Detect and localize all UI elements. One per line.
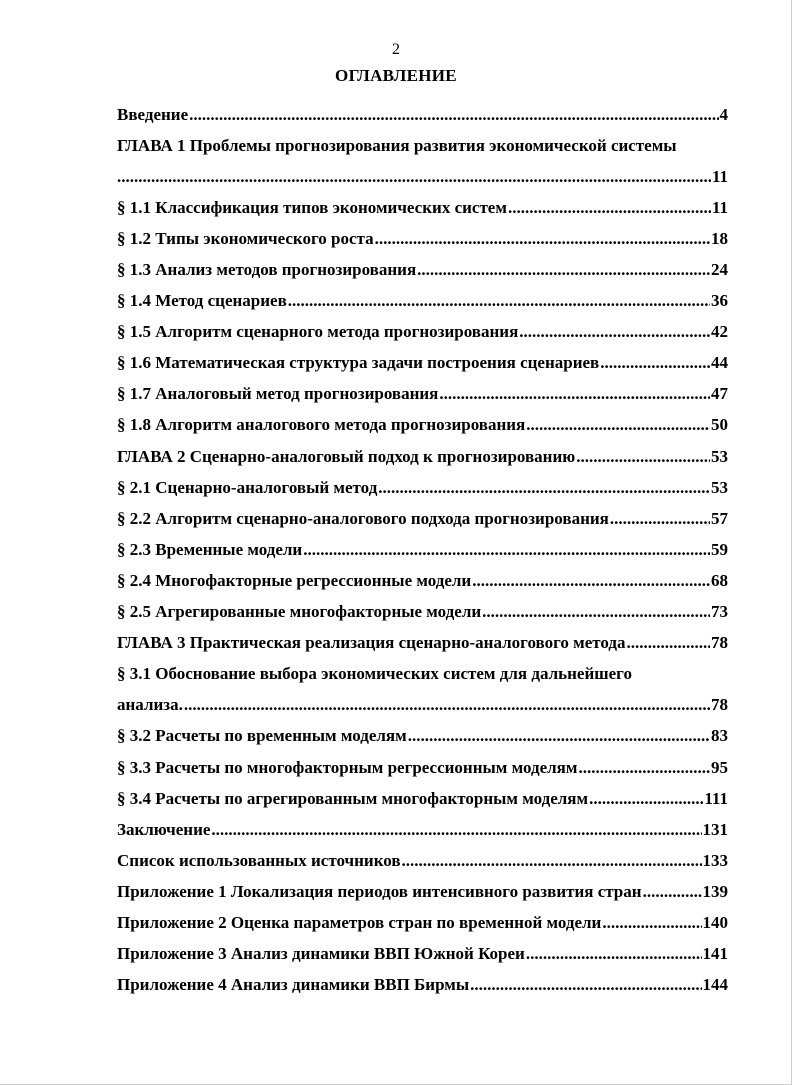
toc-entry[interactable] <box>117 939 728 970</box>
toc-entry[interactable] <box>117 254 728 285</box>
toc-entry-page: 59 <box>711 539 728 559</box>
toc-entry-title: § 3.1 Обоснование выбора экономических систем для дальнейшего <box>117 664 632 684</box>
toc-entry-page: 50 <box>711 415 728 435</box>
toc-entry-title: § 1.1 Классификация типов экономических систем <box>117 197 507 217</box>
toc-leader-dots <box>439 384 710 404</box>
toc-entry-title: Приложение 2 Оценка параметров стран по временной модели <box>117 912 602 932</box>
toc-entry-title: § 1.7 Аналоговый метод прогнозирования <box>117 384 439 404</box>
toc-entry-page: 11 <box>711 166 728 186</box>
toc-leader-dots <box>519 322 710 342</box>
toc-leader-dots <box>627 633 711 653</box>
toc-entry-title: ГЛАВА 1 Проблемы прогнозирования развития экономической системы <box>117 135 677 155</box>
toc-entry-page: 68 <box>711 570 728 590</box>
toc-entry-page: 141 <box>702 944 728 964</box>
toc-entry-title: § 1.6 Математическая структура задачи построения сценариев <box>117 353 600 373</box>
toc-entry[interactable] <box>117 441 728 472</box>
toc-entry-page: 11 <box>711 197 728 217</box>
toc-entry-title: § 2.2 Алгоритм сценарно-аналогового подхода прогнозирования <box>117 508 609 528</box>
toc-entry-title: § 2.1 Сценарно-аналоговый метод <box>117 477 378 497</box>
toc-entry[interactable] <box>117 348 728 379</box>
toc-entry[interactable] <box>117 286 728 317</box>
toc-leader-dots <box>211 820 701 840</box>
toc-entry-page: 139 <box>702 881 728 901</box>
toc-entry-title: § 2.3 Временные модели <box>117 539 303 559</box>
toc-leader-dots <box>610 509 710 529</box>
toc-leader-dots <box>375 229 710 249</box>
toc-entry-title: § 1.2 Типы экономического роста <box>117 228 374 248</box>
toc-entry[interactable] <box>117 814 728 845</box>
toc-entry-title: Приложение 4 Анализ динамики ВВП Бирмы <box>117 975 470 995</box>
toc-entry-page: 78 <box>711 695 728 715</box>
toc-entry-page: 53 <box>711 446 728 466</box>
toc-entry-page: 133 <box>702 850 728 870</box>
toc-entry-page: 111 <box>704 788 728 808</box>
toc-entry-title: § 3.4 Расчеты по агрегированным многофакторным моделям <box>117 788 589 808</box>
page-number: 2 <box>392 41 400 58</box>
toc-leader-dots <box>417 260 710 280</box>
toc-entry-title: § 1.3 Анализ методов прогнозирования <box>117 260 417 280</box>
toc-entry[interactable] <box>117 317 728 348</box>
toc-entry-title: § 2.4 Многофакторные регрессионные модели <box>117 570 472 590</box>
toc-entry-title: ГЛАВА 3 Практическая реализация сценарно-аналогового метода <box>117 633 626 653</box>
toc-entry[interactable] <box>117 534 728 565</box>
toc-entry-continuation[interactable] <box>117 690 728 721</box>
toc-entry-title: Приложение 3 Анализ динамики ВВП Южной Кореи <box>117 944 525 964</box>
toc-leader-dots <box>526 944 702 964</box>
toc-entry-heading-line[interactable] <box>117 130 728 161</box>
toc-entry[interactable] <box>117 907 728 938</box>
toc-entry-title: Список использованных источников <box>117 850 401 870</box>
toc-entry-page: 18 <box>711 228 728 248</box>
toc-leader-dots <box>303 540 710 560</box>
toc-entry[interactable] <box>117 628 728 659</box>
toc-entry[interactable] <box>117 783 728 814</box>
toc-entry-page: 95 <box>711 757 728 777</box>
toc-entry-page: 144 <box>702 975 728 995</box>
toc-leader-dots <box>470 975 701 995</box>
toc-leader-dots <box>600 353 710 373</box>
toc-entry-continuation-text: анализа. <box>117 695 183 715</box>
toc-entry-title: § 1.8 Алгоритм аналогового метода прогнозирования <box>117 415 526 435</box>
toc-entry-title: Приложение 1 Локализация периодов интенсивного развития стран <box>117 881 642 901</box>
toc-entry[interactable] <box>117 721 728 752</box>
toc-title: ОГЛАВЛЕНИЕ <box>335 66 457 85</box>
toc-entry-continuation[interactable] <box>117 161 728 192</box>
toc-entry-page: 44 <box>711 353 728 373</box>
toc-entry[interactable] <box>117 597 728 628</box>
toc-leader-dots <box>482 602 710 622</box>
toc-entry-page: 73 <box>711 602 728 622</box>
toc-entry-page: 47 <box>711 384 728 404</box>
toc-entry-page: 57 <box>711 508 728 528</box>
toc-leader-dots <box>189 105 718 125</box>
toc-entry[interactable] <box>117 970 728 1001</box>
toc-leader-dots <box>643 882 702 902</box>
toc-entry[interactable] <box>117 472 728 503</box>
toc-entry[interactable] <box>117 876 728 907</box>
toc-leader-dots <box>402 851 702 871</box>
toc-entry[interactable] <box>117 99 728 130</box>
toc-leader-dots <box>472 571 710 591</box>
toc-entry-page: 53 <box>711 477 728 497</box>
toc-entry[interactable] <box>117 379 728 410</box>
toc-leader-dots <box>184 695 710 715</box>
toc-leader-dots <box>578 758 710 778</box>
toc-leader-dots <box>526 415 710 435</box>
toc-entry-title: ГЛАВА 2 Сценарно-аналоговый подход к прогнозированию <box>117 446 576 466</box>
toc-entry-title: § 3.2 Расчеты по временным моделям <box>117 726 407 746</box>
toc-entry-page: 24 <box>711 260 728 280</box>
toc-entry[interactable] <box>117 845 728 876</box>
toc-entry[interactable] <box>117 410 728 441</box>
toc-leader-dots <box>117 167 711 187</box>
toc-entry-heading-line[interactable] <box>117 659 728 690</box>
toc-entry-page: 83 <box>711 726 728 746</box>
toc-entry[interactable] <box>117 752 728 783</box>
toc-entry[interactable] <box>117 223 728 254</box>
toc-entry[interactable] <box>117 565 728 596</box>
toc-entry-title: § 2.5 Агрегированные многофакторные модели <box>117 602 482 622</box>
toc-entry-title: § 3.3 Расчеты по многофакторным регрессионным моделям <box>117 757 578 777</box>
toc-entry-title: § 1.5 Алгоритм сценарного метода прогнозирования <box>117 322 519 342</box>
toc-entry[interactable] <box>117 192 728 223</box>
toc-leader-dots <box>508 198 711 218</box>
toc-entry-title: Введение <box>117 104 189 124</box>
toc-entry-page: 78 <box>711 633 728 653</box>
toc-entry-page: 131 <box>702 819 728 839</box>
toc-leader-dots <box>576 447 710 467</box>
toc-entry-title: § 1.4 Метод сценариев <box>117 291 287 311</box>
toc-leader-dots <box>378 478 710 498</box>
toc-leader-dots <box>408 726 710 746</box>
toc-leader-dots <box>602 913 701 933</box>
table-of-contents <box>117 99 728 1001</box>
toc-entry-page: 42 <box>711 322 728 342</box>
toc-leader-dots <box>589 789 703 809</box>
toc-entry-page: 140 <box>702 912 728 932</box>
toc-entry-page: 4 <box>719 104 728 124</box>
toc-entry-title: Заключение <box>117 819 211 839</box>
toc-entry-page: 36 <box>711 291 728 311</box>
toc-leader-dots <box>288 291 710 311</box>
toc-entry[interactable] <box>117 503 728 534</box>
